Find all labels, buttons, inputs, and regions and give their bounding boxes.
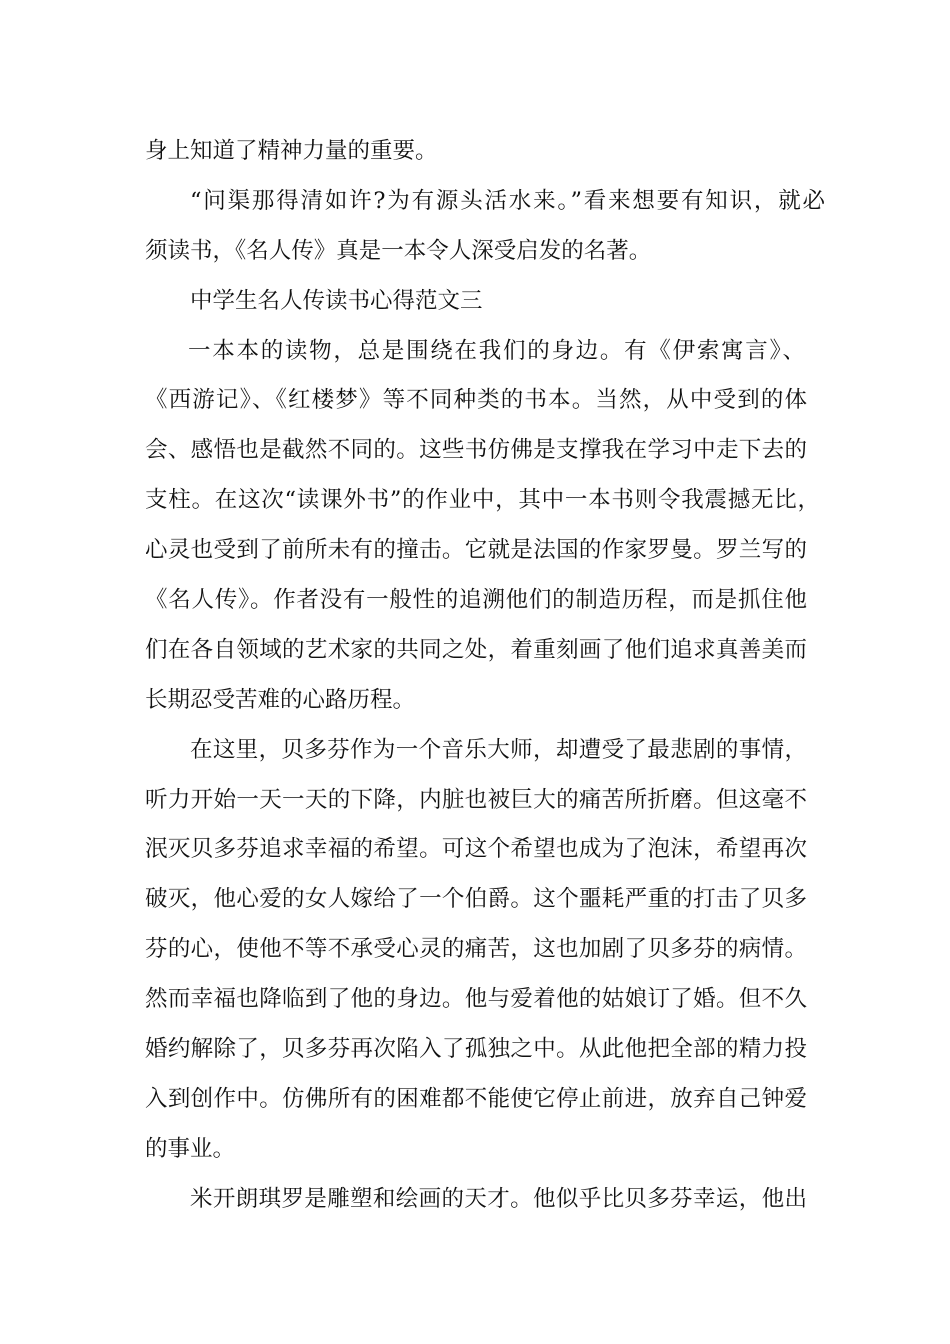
paragraph-line: 听力开始一天一天的下降，内脏也被巨大的痛苦所折磨。但这毫不 <box>145 787 807 813</box>
paragraph-line: 然而幸福也降临到了他的身边。他与爱着他的姑娘订了婚。但不久 <box>145 986 807 1012</box>
paragraph-line: 们在各自领域的艺术家的共同之处，着重刻画了他们追求真善美而 <box>145 637 807 663</box>
section-heading: 中学生名人传读书心得范文三 <box>190 288 483 314</box>
paragraph-line: 的事业。 <box>145 1136 236 1162</box>
paragraph-line: 破灭，他心爱的女人嫁给了一个伯爵。这个噩耗严重的打击了贝多 <box>145 886 807 912</box>
paragraph-line: 心灵也受到了前所未有的撞击。它就是法国的作家罗曼。罗兰写的 <box>145 537 807 563</box>
paragraph-line: 在这里，贝多芬作为一个音乐大师，却遭受了最悲剧的事情， <box>190 737 807 763</box>
paragraph-line: 泯灭贝多芬追求幸福的希望。可这个希望也成为了泡沫，希望再次 <box>145 836 807 862</box>
paragraph-line: “问渠那得清如许?为有源头活水来。”看来想要有知识，就必 <box>190 188 825 214</box>
paragraph-line: 米开朗琪罗是雕塑和绘画的天才。他似乎比贝多芬幸运，他出 <box>190 1186 807 1212</box>
paragraph-line: 身上知道了精神力量的重要。 <box>145 138 438 164</box>
paragraph-line: 长期忍受苦难的心路历程。 <box>145 687 416 713</box>
paragraph-line: 一本本的读物，总是围绕在我们的身边。有《伊索寓言》、 <box>188 338 805 364</box>
paragraph-line: 婚约解除了，贝多芬再次陷入了孤独之中。从此他把全部的精力投 <box>145 1036 807 1062</box>
paragraph-line: 《名人传》。作者没有一般性的追溯他们的制造历程，而是抓住他 <box>145 587 807 613</box>
paragraph-line: 芬的心，使他不等不承受心灵的痛苦，这也加剧了贝多芬的病情。 <box>145 936 807 962</box>
paragraph-line: 《西游记》、《红楼梦》等不同种类的书本。当然，从中受到的体 <box>145 387 807 413</box>
paragraph-line: 支柱。在这次“读课外书”的作业中，其中一本书则令我震撼无比， <box>145 487 820 513</box>
paragraph-line: 会、感悟也是截然不同的。这些书仿佛是支撑我在学习中走下去的 <box>145 437 807 463</box>
paragraph-line: 须读书，《名人传》真是一本令人深受启发的名著。 <box>145 238 652 264</box>
paragraph-line: 入到创作中。仿佛所有的困难都不能使它停止前进，放弃自己钟爱 <box>145 1086 807 1112</box>
